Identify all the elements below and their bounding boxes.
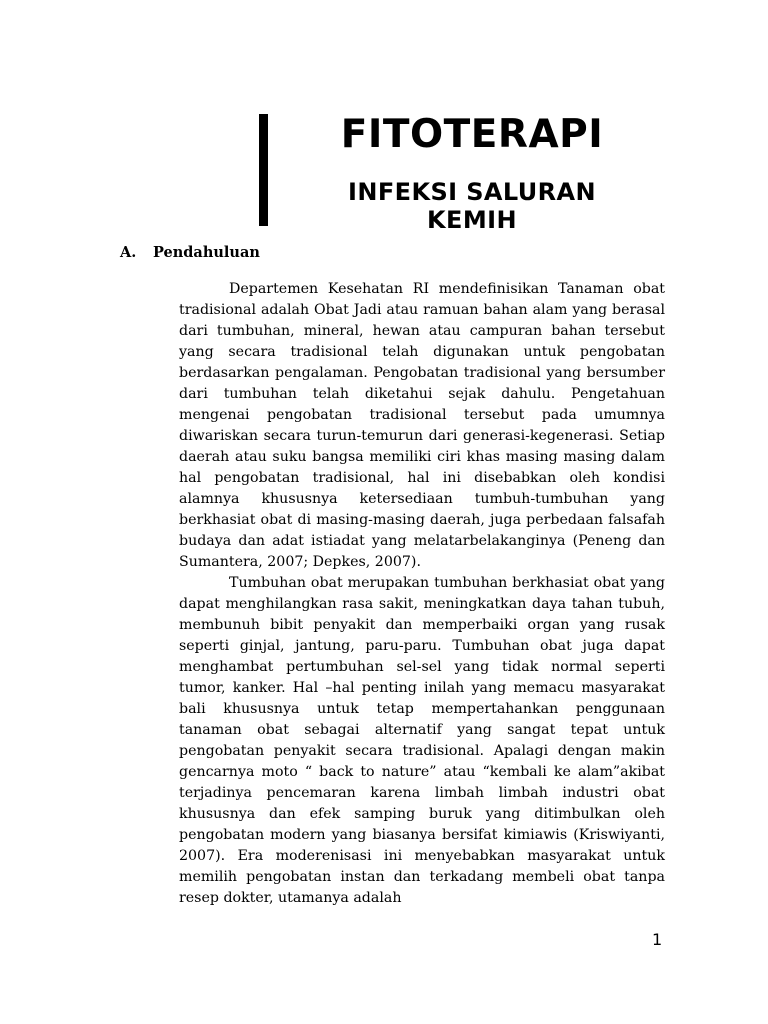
paragraph: Departemen Kesehatan RI mendefinisikan Tanaman obat tradisional adalah Obat Jadi atau ramuan bahan alam yang berasal dari tumbuhan, mineral, hewan atau campuran bahan tersebut yang secara tradisional telah digunakan untuk pengobatan berdasarkan pengalaman. Pengobatan tradisional yang bersumber dari tumbuhan telah diketahui sejak dahulu. Pengetahuan mengenai pengobatan tradisional tersebut pada umumnya diwariskan secara turun-temurun dari generasi-kegenerasi. Setiap daerah atau suku bangsa memiliki ciri khas masing masing dalam hal pengobatan tradisional, hal ini disebabkan oleh kondisi alamnya khususnya ketersediaan tumbuh-tumbuhan yang berkhasiat obat di masing-masing daerah, juga perbedaan falsafah budaya dan adat istiadat yang melatarbelakanginya (Peneng dan Sumantera, 2007; Depkes, 2007). [179, 281, 665, 570]
section-heading [120, 243, 260, 263]
section-number: A. [120, 244, 137, 261]
title-vertical-bar [259, 114, 268, 226]
page-number: 1 [652, 930, 663, 949]
document-title: FITOTERAPI [340, 112, 604, 157]
body-text [179, 279, 665, 909]
paragraph: Tumbuhan obat merupakan tumbuhan berkhasiat obat yang dapat menghilangkan rasa sakit, meningkatkan daya tahan tubuh, membunuh bibit penyakit dan memperbaiki organ yang rusak seperti ginjal, jantung, paru-paru. Tumbuhan obat juga dapat menghambat pertumbuhan sel-sel yang tidak normal seperti tumor, kanker. Hal –hal penting inilah yang memacu masyarakat bali khususnya untuk tetap mempertahankan penggunaan tanaman obat sebagai alternatif yang sangat tepat untuk pengobatan penyakit secara tradisional. Apalagi dengan makin gencarnya moto “ back to nature” atau “kembali ke alam”akibat terjadinya pencemaran karena limbah limbah industri obat khususnya dan efek samping buruk yang ditimbulkan oleh pengobatan modern yang biasanya bersifat kimiawis (Kriswiyanti, 2007). Era moderenisasi ini menyebabkan masyarakat untuk memilih pengobatan instan dan terkadang membeli obat tanpa resep dokter, utamanya adalah [179, 575, 665, 906]
section-heading-label: Pendahuluan [153, 244, 260, 261]
document-subtitle: INFEKSI SALURAN KEMIH [348, 178, 596, 234]
